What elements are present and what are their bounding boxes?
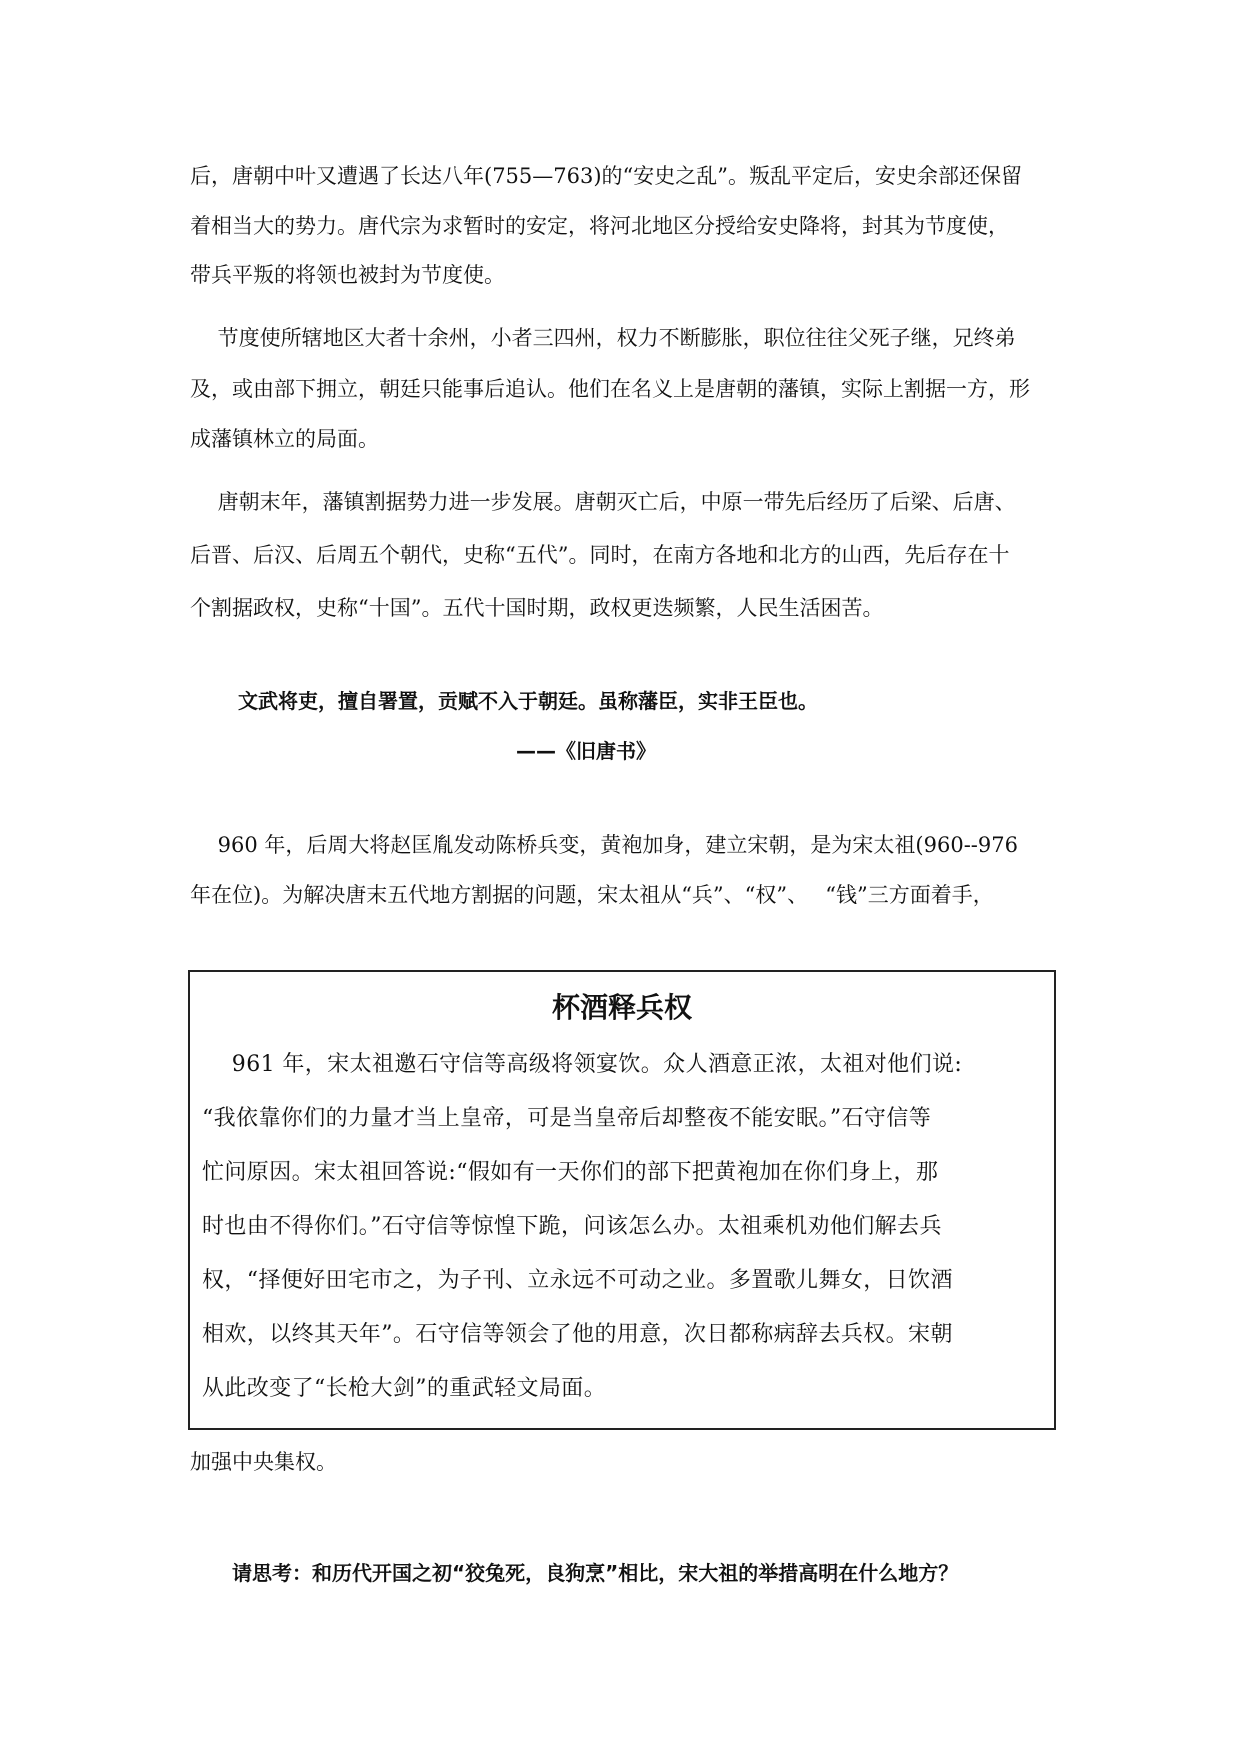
paragraph-960-line-2: 年在位)。为解决唐末五代地方割据的问题，宋太祖从“兵”、“权”、 “钱”三方面着手，: [190, 883, 994, 907]
paragraph-1-line-3: 带兵平叛的将领也被封为节度使。: [190, 263, 505, 287]
story-box: [188, 970, 1056, 1430]
paragraph-2-line-2: 及，或由部下拥立，朝廷只能事后追认。他们在名义上是唐朝的藩镇，实际上割据一方，形: [190, 377, 1030, 401]
paragraph-1-line-2: 着相当大的势力。唐代宗为求暂时的安定，将河北地区分授给安史降将，封其为节度使，: [190, 214, 1009, 238]
story-box-line-7: 从此改变了“长枪大剑”的重武轻文局面。: [202, 1376, 607, 1401]
paragraph-2-line-1: 节度使所辖地区大者十余州，小者三四州，权力不断膨胀，职位往往父死子继，兄终弟: [190, 326, 1016, 350]
quote-source: ——《旧唐书》: [516, 739, 656, 763]
paragraph-2-line-3: 成藩镇林立的局面。: [190, 427, 379, 451]
after-box-text: 加强中央集权。: [190, 1450, 337, 1474]
quote-text: 文武将吏，擅自署置，贡赋不入于朝廷。虽称藩臣，实非王臣也。: [238, 689, 818, 713]
story-box-line-4: 时也由不得你们。”石守信等惊惶下跪，问该怎么办。太祖乘机劝他们解去兵: [202, 1214, 942, 1239]
paragraph-3-line-2: 后晋、后汉、后周五个朝代，史称“五代”。同时，在南方各地和北方的山西，先后存在十: [190, 543, 1010, 567]
story-box-line-6: 相欢，以终其天年”。石守信等领会了他的用意，次日都称病辞去兵权。宋朝: [202, 1322, 953, 1347]
paragraph-3-line-3: 个割据政权，史称“十国”。五代十国时期，政权更迭频繁，人民生活困苦。: [190, 596, 884, 620]
reflection-question: 请思考：和历代开国之初“狡兔死，良狗烹”相比，宋大祖的举措高明在什么地方？: [232, 1561, 959, 1585]
story-box-title: 杯酒释兵权: [551, 991, 692, 1024]
paragraph-1-line-1: 后，唐朝中叶又遭遇了长达八年(755—763)的“安史之乱”。叛乱平定后，安史余部还保留: [190, 164, 1023, 188]
story-box-line-1: 961 年，宋太祖邀石守信等高级将领宴饮。众人酒意正浓，太祖对他们说:: [202, 1052, 963, 1077]
paragraph-960-line-1: 960 年，后周大将赵匡胤发动陈桥兵变，黄袍加身，建立宋朝，是为宋太祖(960--976: [190, 833, 1018, 857]
paragraph-3-line-1: 唐朝末年，藩镇割据势力进一步发展。唐朝灭亡后，中原一带先后经历了后梁、后唐、: [190, 490, 1016, 514]
story-box-line-5: 权，“择便好田宅市之，为子刊、立永远不可动之业。多置歌儿舞女，日饮酒: [202, 1268, 953, 1293]
story-box-line-2: “我依靠你们的力量才当上皇帝，可是当皇帝后却整夜不能安眠。”石守信等: [202, 1106, 932, 1131]
story-box-line-3: 忙问原因。宋太祖回答说:“假如有一天你们的部下把黄袍加在你们身上，那: [202, 1160, 939, 1185]
